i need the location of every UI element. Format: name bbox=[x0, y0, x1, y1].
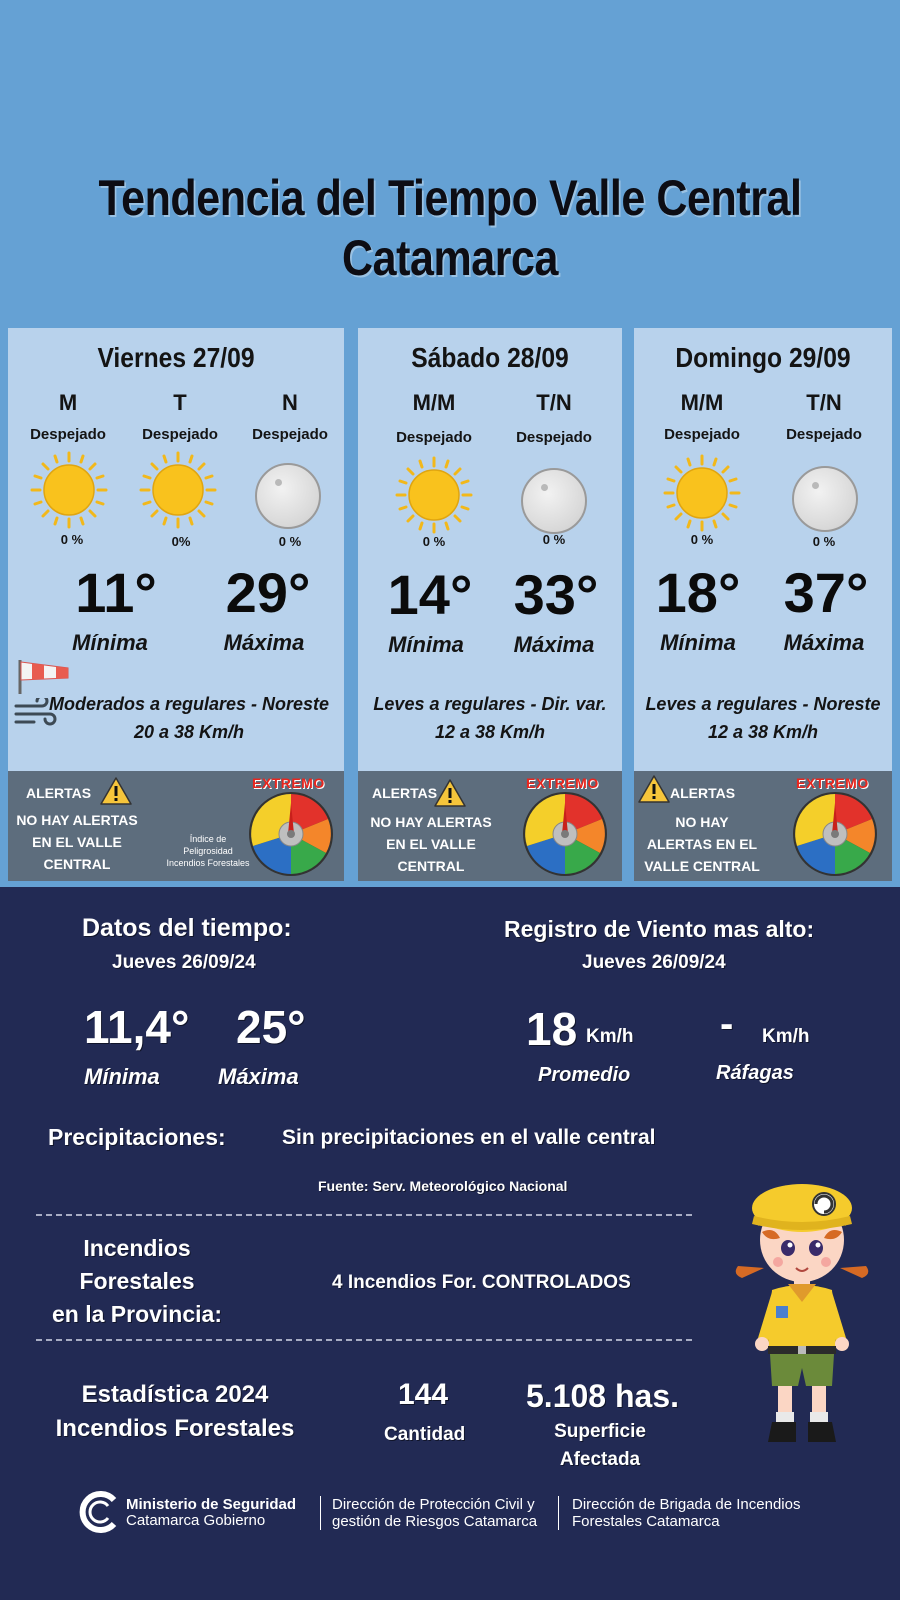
wind-avg-unit: Km/h bbox=[586, 1026, 634, 1047]
min-temp-label: Mínima bbox=[660, 630, 736, 655]
page-title: Tendencia del Tiempo Valle Central Catamarca bbox=[98, 170, 802, 286]
condition-text: Despejado bbox=[252, 426, 328, 443]
condition-text: Despejado bbox=[142, 426, 218, 443]
datos-min-label: Mínima bbox=[84, 1064, 160, 1089]
wind-description: Leves a regulares - Dir. var. 12 a 38 Km/h bbox=[373, 694, 607, 742]
fires-value: 4 Incendios For. CONTROLADOS bbox=[332, 1272, 631, 1293]
gauge-extremo-label: EXTREMO bbox=[526, 775, 599, 791]
stats-count-label: Cantidad bbox=[384, 1424, 466, 1445]
sun-icon bbox=[138, 450, 218, 530]
datos-max-temp: 25° bbox=[236, 1001, 306, 1053]
wind-record-date: Jueves 26/09/24 bbox=[582, 952, 726, 973]
wind-gust-value: - bbox=[720, 1002, 734, 1046]
condition-text: Despejado bbox=[516, 429, 592, 446]
max-temp-label: Máxima bbox=[513, 632, 595, 657]
condition-text: Despejado bbox=[664, 426, 740, 443]
wind-gust-label: Ráfagas bbox=[716, 1062, 794, 1084]
wind-record-heading: Registro de Viento mas alto: bbox=[504, 916, 815, 942]
period-label: M bbox=[58, 390, 78, 415]
datos-max-label: Máxima bbox=[218, 1064, 299, 1089]
alert-message: NO HAY ALERTAS EN EL VALLE CENTRAL bbox=[644, 814, 760, 874]
moon-icon bbox=[255, 463, 321, 529]
warning-icon bbox=[638, 775, 670, 803]
fire-danger-gauge bbox=[792, 791, 878, 877]
stats-label: Estadística 2024 Incendios Forestales bbox=[55, 1381, 295, 1442]
period-label: N bbox=[282, 390, 298, 415]
windsock-icon bbox=[14, 658, 72, 694]
max-temp: 29° bbox=[225, 561, 311, 624]
period-label: T bbox=[173, 390, 187, 415]
alert-bar bbox=[8, 771, 344, 881]
footer-separator bbox=[558, 1496, 559, 1530]
min-temp: 18° bbox=[655, 561, 741, 624]
condition-text: Despejado bbox=[786, 426, 862, 443]
max-temp: 33° bbox=[513, 563, 599, 626]
precip-chance: 0 % bbox=[422, 534, 446, 549]
fire-danger-gauge bbox=[248, 791, 334, 877]
period-label: M/M bbox=[412, 390, 456, 415]
wind-description: Moderados a regulares - Noreste 20 a 38 Km/h bbox=[48, 694, 330, 742]
precip-label: Precipitaciones: bbox=[48, 1124, 226, 1150]
divider bbox=[36, 1339, 692, 1341]
fire-brigade-directorate: Dirección de Brigada de Incendios Forestales Catamarca bbox=[572, 1496, 801, 1530]
ministry-subtitle: Catamarca Gobierno bbox=[126, 1512, 266, 1529]
stats-area: 5.108 has. bbox=[526, 1378, 679, 1414]
fire-index-label: Índice de Peligrosidad Incendios Forestales bbox=[166, 834, 250, 868]
condition-text: Despejado bbox=[396, 429, 472, 446]
min-temp-label: Mínima bbox=[388, 632, 464, 657]
day-card-viernes bbox=[8, 328, 344, 881]
alert-bar bbox=[358, 771, 622, 881]
precip-chance: 0 % bbox=[60, 532, 84, 547]
precip-chance: 0% bbox=[171, 534, 191, 549]
condition-text: Despejado bbox=[30, 426, 106, 443]
gauge-extremo-label: EXTREMO bbox=[796, 775, 869, 791]
alert-title: ALERTAS bbox=[372, 785, 438, 801]
datos-date: Jueves 26/09/24 bbox=[112, 952, 256, 973]
period-label: T/N bbox=[806, 390, 842, 415]
sun-icon bbox=[29, 450, 109, 530]
period-label: M/M bbox=[680, 390, 724, 415]
day-title: Viernes 27/09 bbox=[97, 342, 255, 373]
min-temp: 11° bbox=[75, 561, 157, 624]
stats-area-label: Superficie Afectada bbox=[554, 1421, 646, 1470]
max-temp-label: Máxima bbox=[783, 630, 865, 655]
max-temp-label: Máxima bbox=[223, 630, 305, 655]
wind-gust-unit: Km/h bbox=[762, 1026, 810, 1047]
alert-message: NO HAY ALERTAS EN EL VALLE CENTRAL bbox=[370, 814, 492, 874]
precip-chance: 0 % bbox=[278, 534, 302, 549]
stats-count: 144 bbox=[398, 1378, 449, 1411]
precip-chance: 0 % bbox=[690, 532, 714, 547]
wind-avg-value: 18 bbox=[526, 1003, 578, 1055]
alert-bar bbox=[634, 771, 892, 881]
max-temp: 37° bbox=[783, 561, 869, 624]
day-card-sabado bbox=[358, 328, 622, 881]
divider bbox=[36, 1214, 692, 1216]
warning-icon bbox=[434, 779, 466, 807]
brigade-mascot-illustration bbox=[728, 1168, 876, 1450]
civil-protection-directorate: Dirección de Protección Civil y gestión de Riesgos Catamarca bbox=[332, 1496, 538, 1530]
wind-avg-label: Promedio bbox=[538, 1064, 631, 1086]
day-card-domingo bbox=[634, 328, 892, 881]
precip-source: Fuente: Serv. Meteorológico Nacional bbox=[318, 1178, 568, 1194]
datos-heading: Datos del tiempo: bbox=[82, 914, 292, 942]
moon-icon bbox=[521, 468, 587, 534]
gauge-extremo-label: EXTREMO bbox=[252, 775, 325, 791]
moon-icon bbox=[792, 466, 858, 532]
fire-danger-gauge bbox=[522, 791, 608, 877]
precip-chance: 0 % bbox=[812, 534, 836, 549]
sun-icon bbox=[662, 453, 742, 533]
footer bbox=[0, 1490, 900, 1550]
alert-message: NO HAY ALERTAS EN EL VALLE CENTRAL bbox=[16, 812, 138, 872]
sun-icon bbox=[394, 455, 474, 535]
period-label: T/N bbox=[536, 390, 572, 415]
alert-title: ALERTAS bbox=[26, 785, 92, 801]
ministry-name: Ministerio de Seguridad bbox=[126, 1496, 297, 1513]
government-logo-icon bbox=[78, 1490, 122, 1534]
datos-min-temp: 11,4° bbox=[84, 1001, 190, 1053]
precip-value: Sin precipitaciones en el valle central bbox=[282, 1126, 656, 1149]
day-title: Domingo 29/09 bbox=[675, 342, 851, 373]
footer-separator bbox=[320, 1496, 321, 1530]
wind-description: Leves a regulares - Noreste 12 a 38 Km/h bbox=[645, 694, 881, 742]
min-temp: 14° bbox=[387, 563, 473, 626]
fires-label: Incendios Forestales en la Provincia: bbox=[51, 1235, 222, 1327]
warning-icon bbox=[100, 777, 132, 805]
precip-chance: 0 % bbox=[542, 532, 566, 547]
alert-title: ALERTAS bbox=[670, 785, 736, 801]
min-temp-label: Mínima bbox=[72, 630, 148, 655]
day-title: Sábado 28/09 bbox=[411, 342, 569, 373]
